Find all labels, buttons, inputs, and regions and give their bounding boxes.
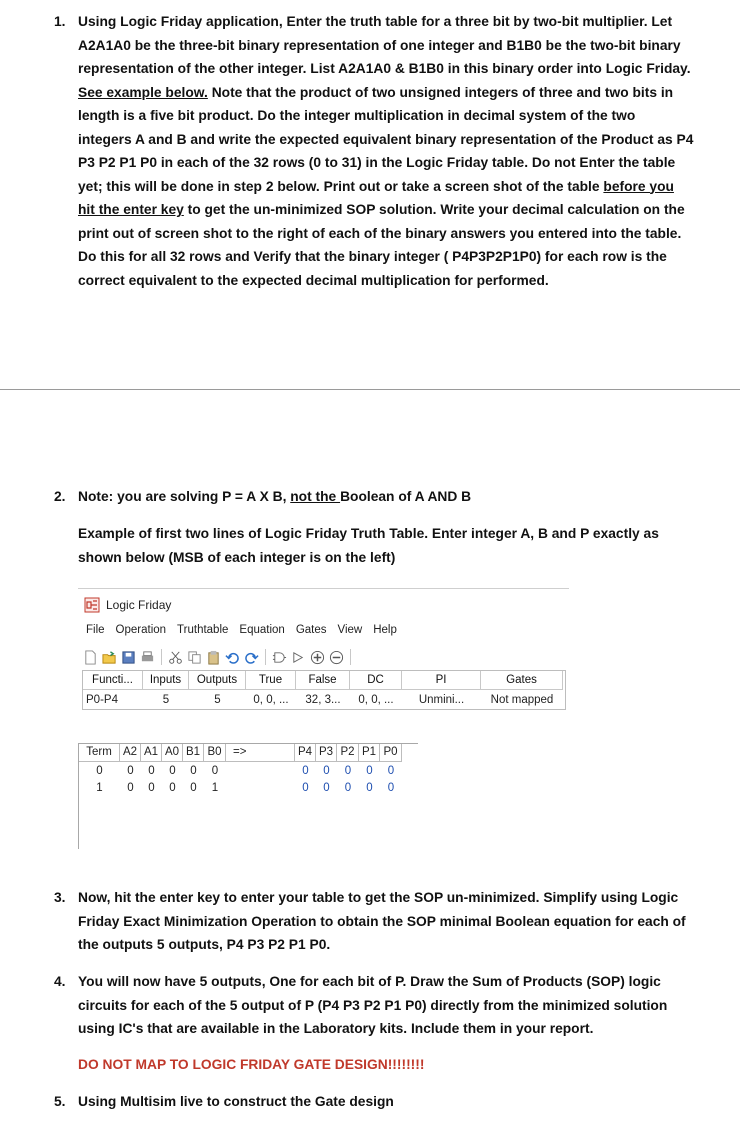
grid-header-arrow[interactable]: => <box>226 744 295 762</box>
grid-cell-p1[interactable]: 0 <box>366 782 373 794</box>
before-you-emphasis: before you <box>603 178 674 194</box>
window-top-border <box>78 588 569 589</box>
item-3-number: 3. <box>54 890 66 905</box>
menu-truthtable[interactable]: Truthtable <box>177 624 229 636</box>
toolbar <box>82 646 354 668</box>
toolbar-separator <box>265 649 266 665</box>
item-3-text: Now, hit the enter key to enter your table to get the SOP un-minimized. Simplify using Logic Friday Exact Minimization Operation to obtain the SOP minimal Boolean equation for each of the outputs 5 outputs, P4 P3 P2 P1 P0. <box>78 890 686 952</box>
summary-header[interactable]: Inputs <box>143 671 189 690</box>
summary-header[interactable]: Functi... <box>83 671 143 690</box>
menu-bar <box>84 624 406 636</box>
item-1-number: 1. <box>54 14 66 29</box>
buffer-icon[interactable] <box>290 649 307 666</box>
new-icon[interactable] <box>82 649 99 666</box>
item-1-text <box>78 10 726 292</box>
item-1-line: P3 P2 P1 P0 in each of the 32 rows (0 to 31) in the Logic Friday table. Do not Enter the table <box>78 155 676 170</box>
grid-cell-p2[interactable]: 0 <box>344 782 352 794</box>
item-4-text: You will now have 5 outputs, One for each bit of P. Draw the Sum of Products (SOP) logic circuits for each of the 5 output of P (P4 P3 P2 P1 P0) directly from the minimized solution using IC's that are available in the Laboratory kits. Include them in your report. <box>78 974 668 1036</box>
menu-help[interactable]: Help <box>373 624 397 636</box>
copy-icon[interactable] <box>186 649 203 666</box>
grid-cell-a0[interactable]: 0 <box>169 782 176 794</box>
grid-header-p1[interactable]: P1 <box>359 744 380 762</box>
window-title: Logic Friday <box>106 598 172 612</box>
menu-equation[interactable]: Equation <box>239 624 285 636</box>
grid-header-p4[interactable]: P4 <box>295 744 316 762</box>
item-5-number: 5. <box>54 1094 66 1109</box>
see-example-link: See example below. <box>78 84 208 100</box>
summary-cell[interactable]: Unmini... <box>418 694 465 706</box>
paste-icon[interactable] <box>205 649 222 666</box>
grid-header-b0[interactable]: B0 <box>204 744 226 762</box>
menu-view[interactable]: View <box>337 624 363 636</box>
menu-operation[interactable]: Operation <box>115 624 167 636</box>
item-2-example-text: Example of first two lines of Logic Friday Truth Table. Enter integer A, B and P exactly as shown below (MSB of each integer is on the left) <box>78 526 659 565</box>
item-1-line: length is a five bit product. Do the integer multiplication in decimal system of the two <box>78 108 636 123</box>
grid-cell-p3[interactable]: 0 <box>323 782 330 794</box>
grid-cell-term[interactable]: 0 <box>96 765 103 777</box>
grid-cell-p0[interactable]: 0 <box>387 765 395 777</box>
summary-header[interactable]: False <box>296 671 350 690</box>
summary-header[interactable]: DC <box>350 671 402 690</box>
grid-header-a1[interactable]: A1 <box>141 744 162 762</box>
item-1-line: correct equivalent to the expected decimal multiplication for performed. <box>78 272 549 288</box>
grid-header-p3[interactable]: P3 <box>316 744 337 762</box>
grid-header-p2[interactable]: P2 <box>337 744 359 762</box>
summary-cell[interactable]: 32, 3... <box>305 694 341 706</box>
redo-icon[interactable] <box>243 649 260 666</box>
warning-text: DO NOT MAP TO LOGIC FRIDAY GATE DESIGN!!!!!!!! <box>78 1057 425 1072</box>
toolbar-separator <box>161 649 162 665</box>
print-icon[interactable] <box>139 649 156 666</box>
grid-header-b1[interactable]: B1 <box>183 744 204 762</box>
grid-cell-p4[interactable]: 0 <box>302 765 309 777</box>
item-1-line: integers A and B and write the expected equivalent binary representation of the Product as P4 <box>78 131 694 147</box>
item-2-note: Note: you are solving P = A X B, not the Boolean of A AND B <box>78 489 472 504</box>
grid-header-a0[interactable]: A0 <box>162 744 183 762</box>
menu-gates[interactable]: Gates <box>295 624 327 636</box>
item-4-number: 4. <box>54 974 66 989</box>
summary-header[interactable]: Outputs <box>189 671 246 690</box>
summary-header[interactable]: PI <box>402 671 481 690</box>
item-1-line: representation of the other integer. List A2A1A0 & B1B0 in this binary order into Logic Friday. <box>78 61 691 76</box>
grid-cell-p1[interactable]: 0 <box>366 765 373 777</box>
grid-cell-p4[interactable]: 0 <box>302 782 309 794</box>
add-icon[interactable] <box>309 649 326 666</box>
grid-cell-p3[interactable]: 0 <box>323 765 330 777</box>
summary-cell[interactable]: 5 <box>162 694 170 706</box>
item-5-text: Using Multisim live to construct the Gate design <box>78 1094 394 1109</box>
item-2-number: 2. <box>54 489 66 504</box>
grid-cell-a1[interactable]: 0 <box>148 782 155 794</box>
summary-header[interactable]: Gates <box>481 671 563 690</box>
item-1-line: A2A1A0 be the three-bit binary representation of one integer and B1B0 be the two-bit binary <box>78 37 681 53</box>
grid-cell-a2[interactable]: 0 <box>127 765 134 777</box>
item-1-line: hit the enter key to get the un-minimized SOP solution. Write your decimal calculation on the <box>78 202 685 217</box>
toolbar-separator <box>350 649 351 665</box>
grid-cell-a1[interactable]: 0 <box>148 765 155 777</box>
cut-icon[interactable] <box>167 649 184 666</box>
grid-cell-b1[interactable]: 0 <box>190 782 197 794</box>
grid-cell-p0[interactable]: 0 <box>387 782 395 794</box>
menu-file[interactable]: File <box>86 624 105 636</box>
item-1-line: See example below. Note that the product of two unsigned integers of three and two bits in <box>78 84 674 100</box>
item-1-line: yet; this will be done in step 2 below. Print out or take a screen shot of the table before you <box>78 178 674 194</box>
grid-cell-term[interactable]: 1 <box>96 782 103 794</box>
logic-friday-app-icon <box>84 597 100 613</box>
summary-header[interactable]: True <box>246 671 296 690</box>
open-icon[interactable] <box>101 649 118 666</box>
page-divider <box>0 389 740 390</box>
grid-header-term[interactable]: Term <box>79 744 120 762</box>
summary-cell[interactable]: 0, 0, ... <box>253 694 289 706</box>
summary-cell[interactable]: Not mapped <box>490 694 554 706</box>
grid-cell-a2[interactable]: 0 <box>127 782 134 794</box>
grid-cell-b0[interactable]: 0 <box>211 765 219 777</box>
grid-header-a2[interactable]: A2 <box>120 744 141 762</box>
logic-friday-window <box>78 588 569 849</box>
function-summary-table <box>82 670 566 710</box>
hit-enter-emphasis: hit the enter key <box>78 202 184 217</box>
gate-icon[interactable] <box>271 649 288 666</box>
summary-cell[interactable]: 5 <box>214 694 221 706</box>
summary-cell[interactable]: P0-P4 <box>86 694 118 706</box>
grid-header-p0[interactable]: P0 <box>380 744 402 762</box>
undo-icon[interactable] <box>224 649 241 666</box>
remove-icon[interactable] <box>328 649 345 666</box>
grid-cell-p2[interactable]: 0 <box>344 765 352 777</box>
grid-cell-b1[interactable]: 0 <box>190 765 197 777</box>
item-1-line: Do this for all 32 rows and Verify that the binary integer ( P4P3P2P1P0) for each row is the <box>78 249 667 264</box>
grid-cell-a0[interactable]: 0 <box>169 765 176 777</box>
item-1-line: print out of screen shot to the right of each of the binary answers you entered into the table. <box>78 225 682 241</box>
save-icon[interactable] <box>120 649 137 666</box>
item-1-line: Using Logic Friday application, Enter the truth table for a three bit by two-bit multiplier. Let <box>78 14 673 29</box>
window-title-bar <box>84 597 171 613</box>
truth-table-grid <box>78 743 418 849</box>
summary-cell[interactable]: 0, 0, ... <box>358 694 394 706</box>
grid-cell-b0[interactable]: 1 <box>211 782 219 794</box>
